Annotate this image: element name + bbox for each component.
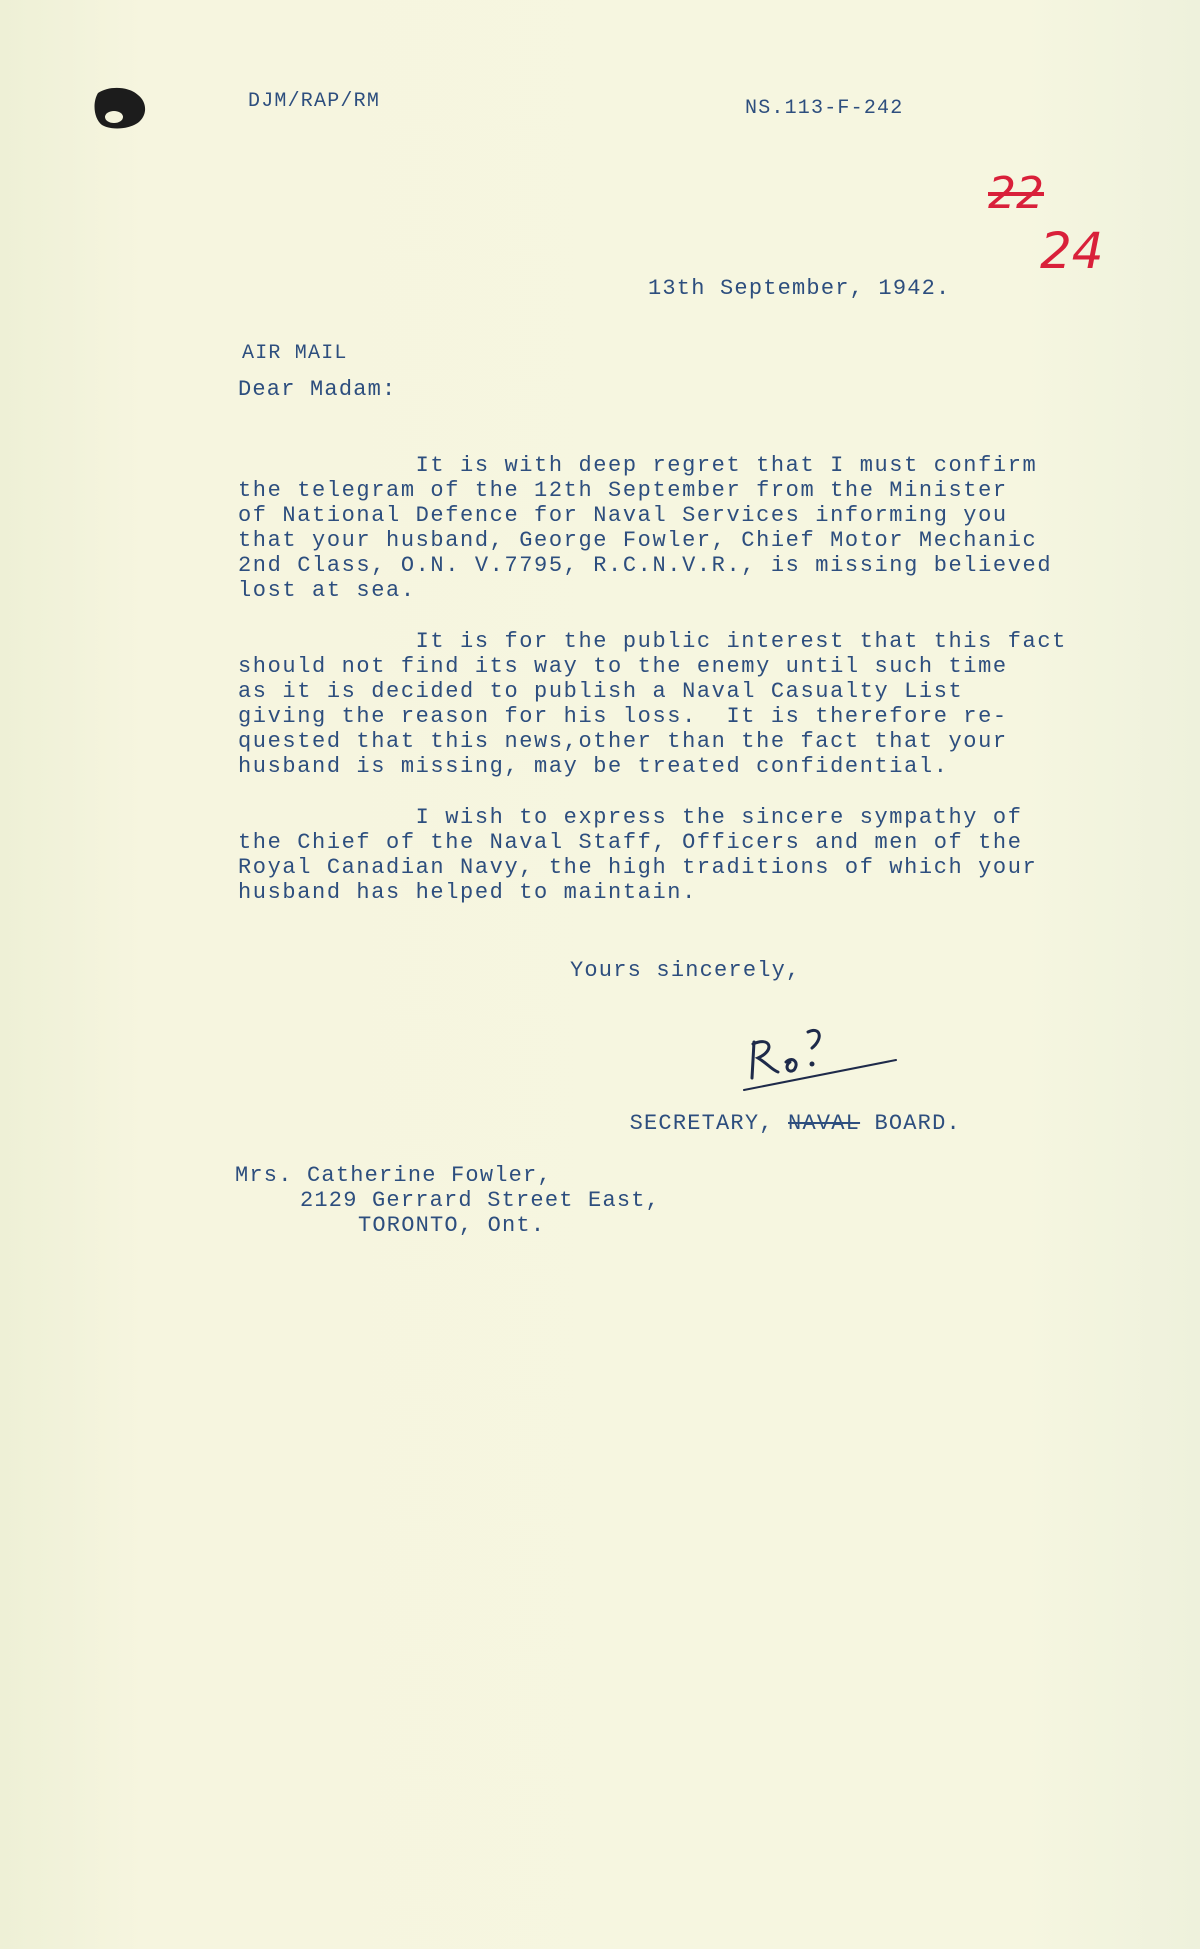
punch-hole [92, 85, 150, 131]
page-number: 24 [1040, 222, 1104, 280]
body-line: It is with deep regret that I must confirm [238, 453, 1038, 478]
body-line: as it is decided to publish a Naval Casualty List [238, 679, 964, 704]
delivery-method: AIR MAIL [242, 342, 348, 365]
body-line: should not find its way to the enemy until such time [238, 654, 1008, 679]
body-line: that your husband, George Fowler, Chief Motor Mechanic [238, 528, 1038, 553]
body-line: giving the reason for his loss. It is therefore re- [238, 704, 1008, 729]
body-line: Royal Canadian Navy, the high traditions of which your [238, 855, 1038, 880]
body-line: I wish to express the sincere sympathy of [238, 805, 1023, 830]
body-line: It is for the public interest that this fact [238, 629, 1067, 654]
signature-title-part2: BOARD. [860, 1111, 961, 1136]
signature-title [572, 1086, 961, 1161]
signature-title-part1: SECRETARY, [629, 1111, 789, 1136]
body-line: of National Defence for Naval Services informing you [238, 503, 1008, 528]
signature-title-struck: NAVAL [788, 1111, 861, 1136]
recipient-name: Mrs. Catherine Fowler, [235, 1163, 552, 1188]
body-line: husband has helped to maintain. [238, 880, 697, 905]
closing: Yours sincerely, [570, 958, 801, 983]
reference-initials: DJM/RAP/RM [248, 90, 381, 113]
letter-date: 13th September, 1942. [648, 276, 951, 301]
body-line: the telegram of the 12th September from the Minister [238, 478, 1008, 503]
recipient-street: 2129 Gerrard Street East, [300, 1188, 661, 1213]
file-number: NS.113-F-242 [745, 97, 904, 120]
body-line: lost at sea. [238, 578, 416, 603]
page-number-crossed: 22 [988, 168, 1044, 219]
recipient-city: TORONTO, Ont. [358, 1213, 546, 1238]
body-line: 2nd Class, O.N. V.7795, R.C.N.V.R., is missing believed [238, 553, 1053, 578]
body-line: quested that this news,other than the fact that your [238, 729, 1008, 754]
body-line: the Chief of the Naval Staff, Officers and men of the [238, 830, 1023, 855]
salutation: Dear Madam: [238, 377, 397, 402]
body-line: husband is missing, may be treated confidential. [238, 754, 949, 779]
